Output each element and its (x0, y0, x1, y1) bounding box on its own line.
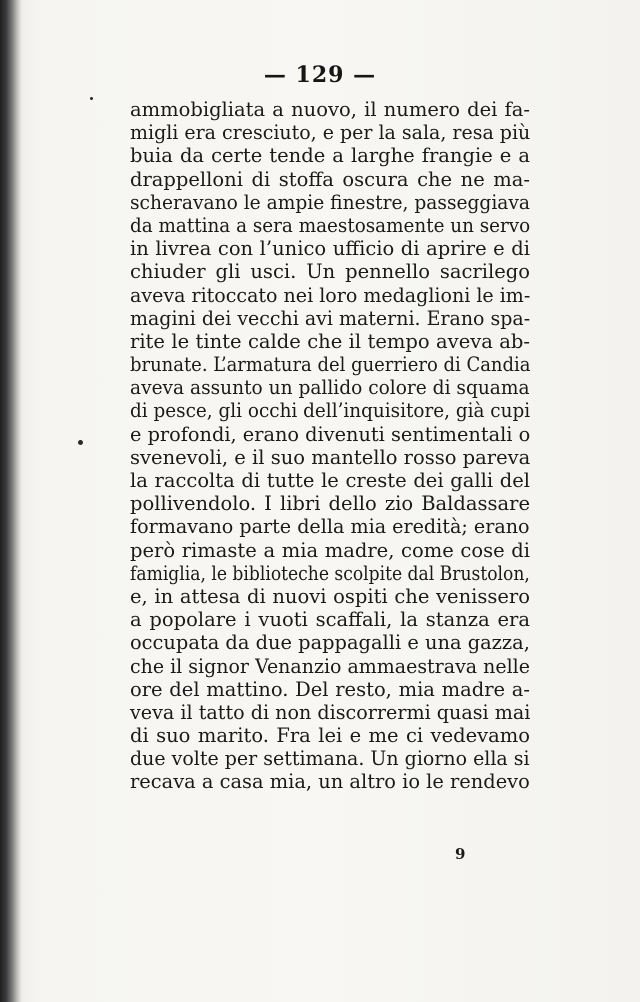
text-line: migli era cresciuto, e per la sala, resa più (130, 121, 531, 145)
body-text (130, 98, 530, 794)
text-line: però rimaste a mia madre, come cose di (130, 538, 530, 562)
text-line: rite le tinte calde che il tempo aveva ab- (130, 329, 530, 353)
text-line: che il signor Venanzio ammaestrava nelle (130, 654, 530, 678)
text-line: chiuder gli usci. Un pennello sacrilego (130, 260, 530, 284)
text-line: a popolare i vuoti scaffali, la stanza era (130, 608, 530, 632)
text-line: aveva assunto un pallido colore di squama (130, 376, 530, 400)
text-line: e, in attesa di nuovi ospiti che venissero (130, 584, 530, 608)
text-line: veva il tatto di non discorrermi quasi mai (130, 700, 531, 724)
text-line: pollivendolo. I libri dello zio Baldassare (130, 492, 530, 516)
text-line: svenevoli, e il suo mantello rosso pareva (130, 445, 531, 469)
text-line: ammobigliata a nuovo, il numero dei fa- (130, 98, 530, 121)
signature-mark: 9 (455, 845, 466, 863)
text-line: brunate. L’armatura del guerriero di Candia (130, 353, 531, 377)
text-line: famiglia, le biblioteche scolpite dal Brustolon, (130, 561, 530, 585)
text-line: ore del mattino. Del resto, mia madre a- (130, 677, 530, 701)
text-line: scheravano le ampie finestre, passeggiava (130, 190, 531, 214)
binding-gutter-shadow (0, 0, 22, 1002)
text-line: drappelloni di stoffa oscura che ne ma- (130, 167, 530, 191)
text-line: e profondi, erano divenuti sentimentali o (130, 422, 531, 446)
text-line: recava a casa mia, un altro io le rendevo (130, 770, 530, 794)
text-line: magini dei vecchi avi materni. Erano spa- (130, 306, 531, 330)
ink-speck (90, 97, 93, 100)
text-line: da mattina a sera maestosamente un servo (130, 213, 531, 237)
text-line: formavano parte della mia eredità; erano (130, 515, 530, 539)
page-header: — 129 — (263, 62, 377, 88)
ink-speck (78, 440, 83, 445)
text-line: occupata da due pappagalli e una gazza, (130, 631, 530, 655)
text-line: buia da certe tende a larghe frangie e a (130, 144, 530, 168)
text-line: due volte per settimana. Un giorno ella si (130, 747, 530, 771)
text-line: di pesce, gli occhi dell’inquisitore, già cupi (130, 399, 531, 423)
text-line: in livrea con l’unico ufficio di aprire e di (130, 237, 530, 261)
text-line: la raccolta di tutte le creste dei galli del (130, 469, 530, 492)
text-line: aveva ritoccato nei loro medaglioni le im- (130, 283, 531, 307)
text-line: di suo marito. Fra lei e me ci vedevamo (130, 724, 530, 748)
